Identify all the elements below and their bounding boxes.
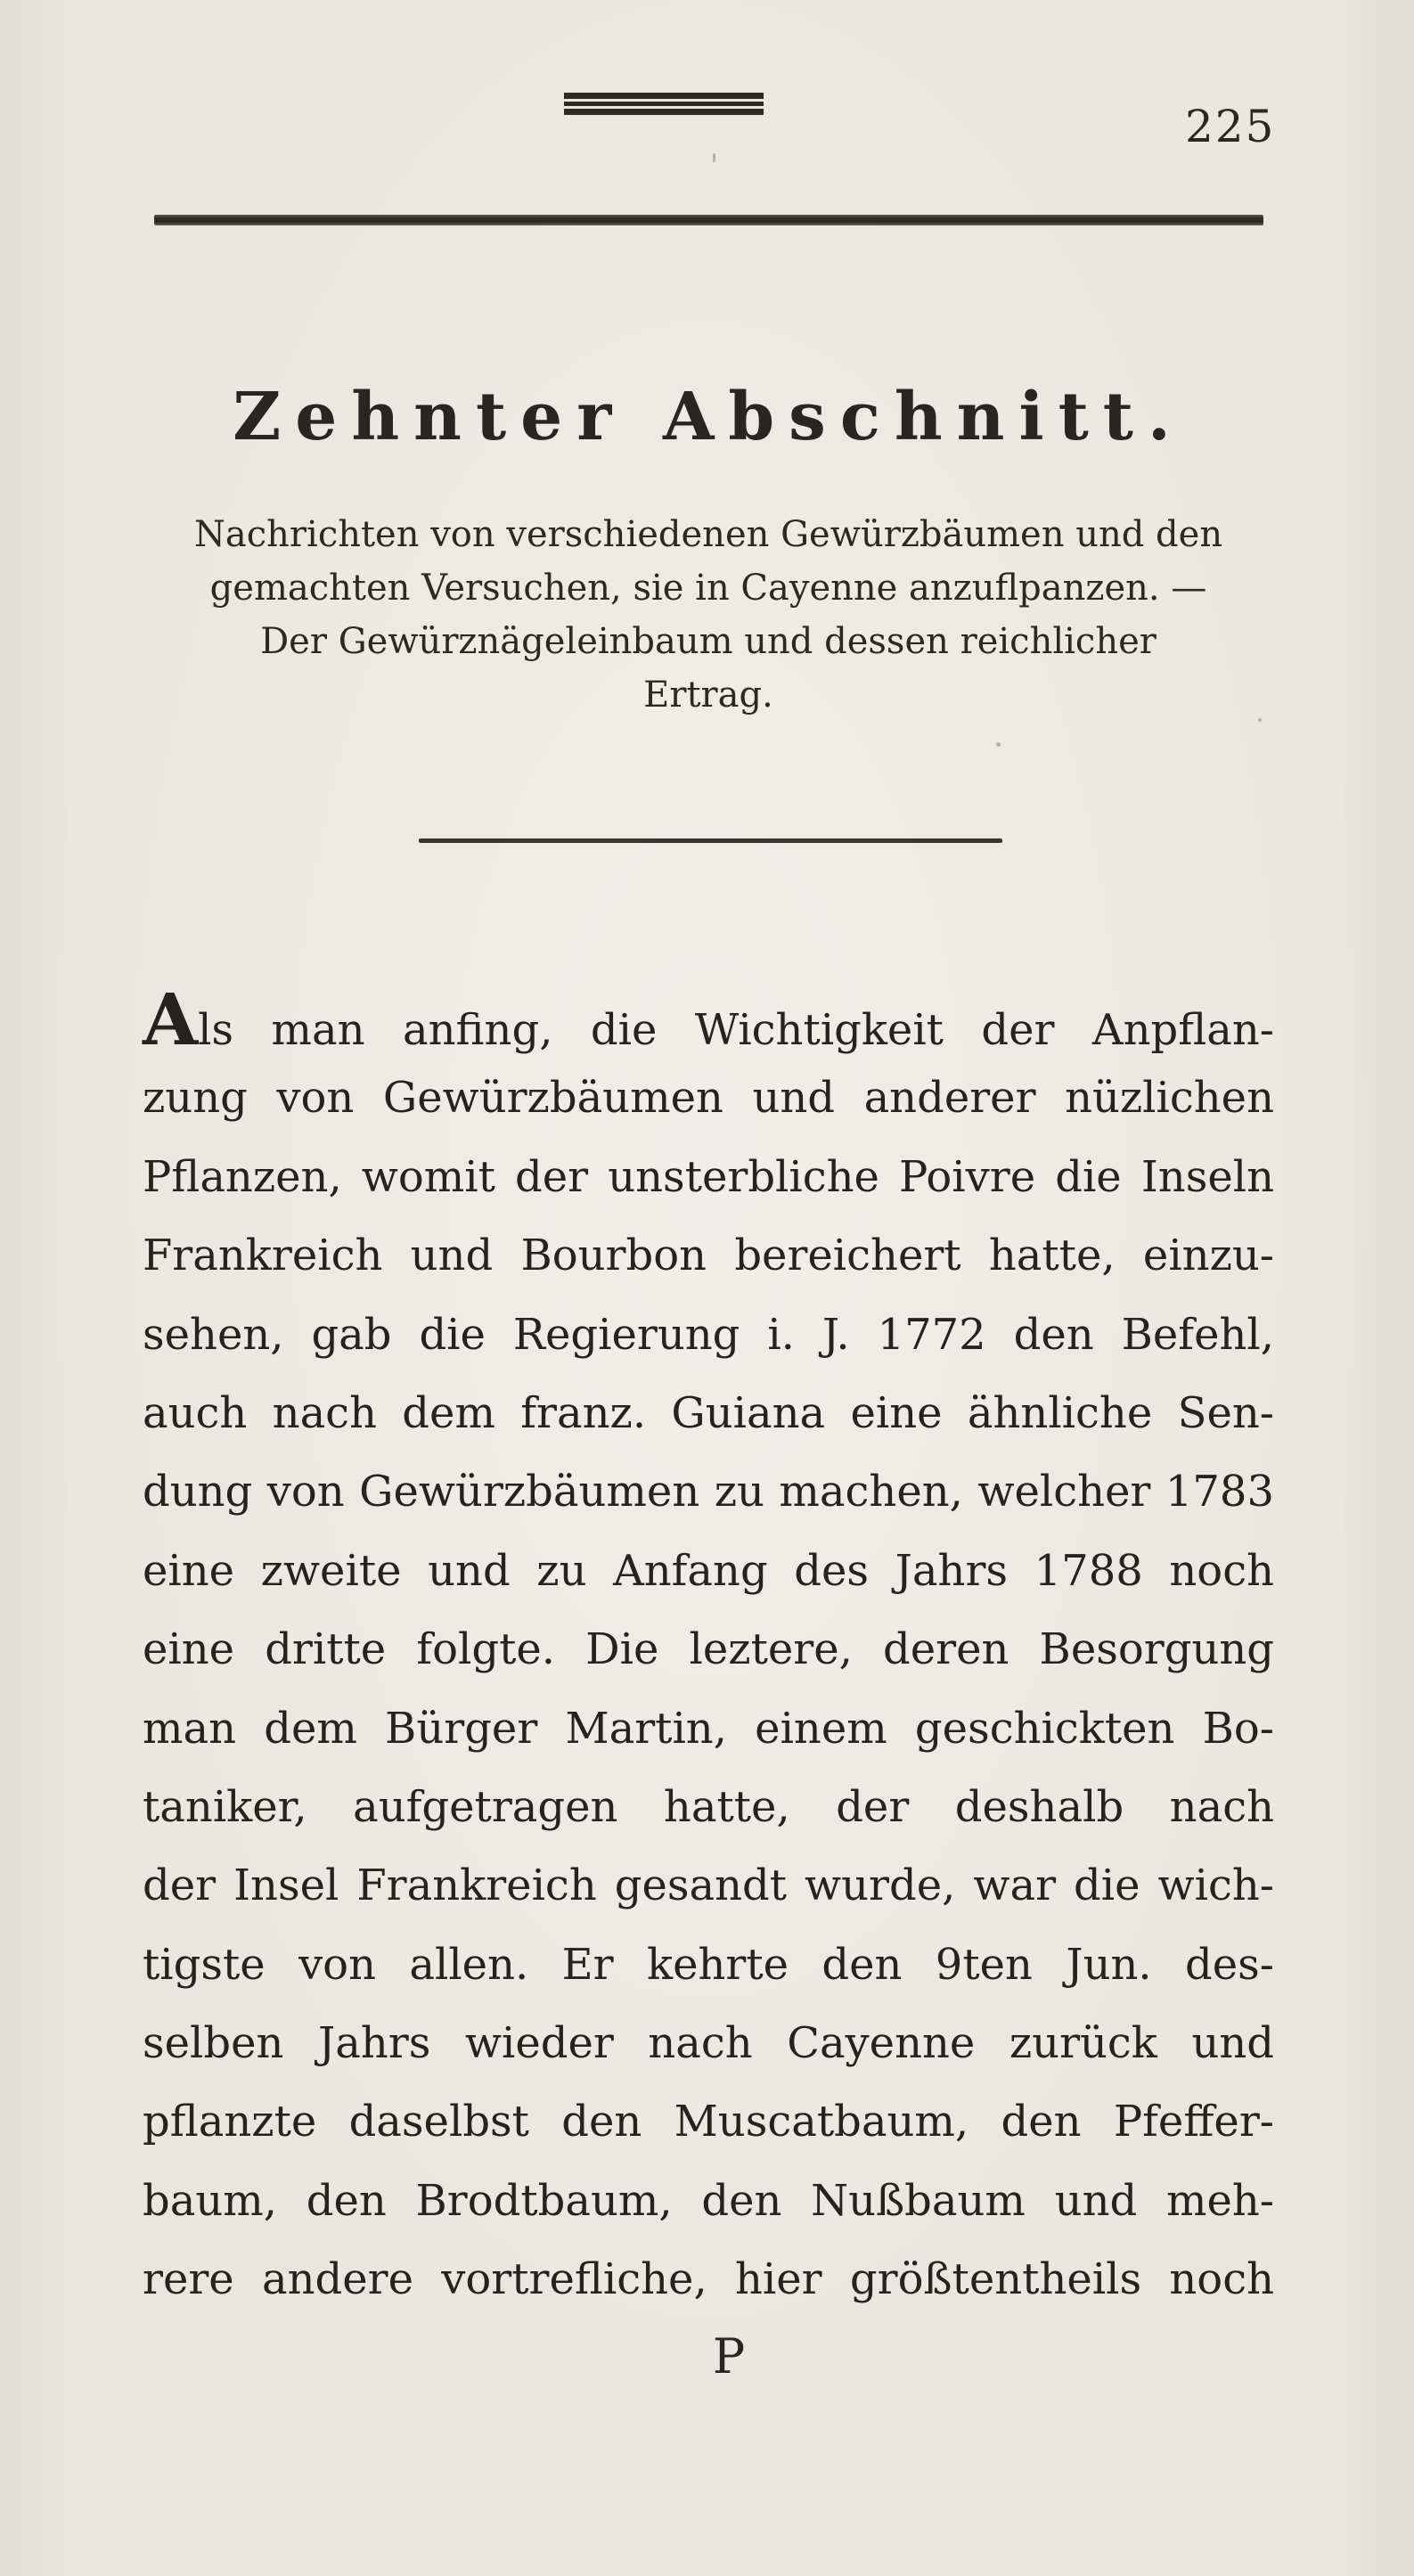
header-ornament — [564, 93, 764, 116]
body-line: Frankreich und Bourbon bereichert hatte, einzu- — [143, 1231, 1274, 1281]
chapter-summary — [143, 508, 1274, 722]
page-number: 225 — [1185, 101, 1276, 152]
body-line: rere andere vortrefliche, hier größtentheils noch — [143, 2254, 1274, 2305]
summary-line: gemachten Versuchen, sie in Cayenne anzuflpanzen. — — [209, 568, 1207, 609]
section-divider — [419, 838, 1002, 843]
signature-mark: P — [712, 2328, 746, 2384]
body-line: zung von Gewürzbäumen und anderer nüzlichen — [143, 1073, 1274, 1124]
chapter-title: Zehnter Abschnitt. — [233, 379, 1185, 455]
body-line: der Insel Frankreich gesandt wurde, war die wich- — [143, 1860, 1274, 1911]
body-line: man dem Bürger Martin, einem geschickten Bo- — [143, 1703, 1274, 1754]
body-line: eine dritte folgte. Die leztere, deren Besorgung — [143, 1624, 1274, 1675]
body-line: auch nach dem franz. Guiana eine ähnliche Sen- — [143, 1387, 1274, 1438]
summary-line: Nachrichten von verschiedenen Gewürzbäumen und den — [193, 514, 1223, 555]
body-line: baum, den Brodtbaum, den Nußbaum und meh- — [143, 2175, 1274, 2226]
body-line: eine zweite und zu Anfang des Jahrs 1788 noch — [143, 1545, 1274, 1596]
paper-speck — [1258, 718, 1262, 722]
header-rule — [154, 215, 1263, 225]
body-text — [143, 977, 1274, 2319]
paper-speck — [996, 742, 1001, 747]
body-line: Pflanzen, womit der unsterbliche Poivre die Inseln — [143, 1151, 1274, 1202]
body-line: Als man anfing, die Wichtigkeit der Anpflan- — [143, 977, 1274, 1061]
body-line: dung von Gewürzbäumen zu machen, welcher 1783 — [143, 1467, 1274, 1517]
body-line: tigste von allen. Er kehrte den 9ten Jun. des- — [143, 1939, 1274, 1990]
summary-line: Der Gewürznägeleinbaum und dessen reichlicher — [260, 621, 1157, 662]
body-line: taniker, aufgetragen hatte, der deshalb nach — [143, 1781, 1274, 1832]
body-line: sehen, gab die Regierung i. J. 1772 den Befehl, — [143, 1309, 1274, 1360]
body-line: pflanzte daselbst den Muscatbaum, den Pfeffer- — [143, 2097, 1274, 2147]
paper-speck — [713, 153, 715, 162]
summary-line: Ertrag. — [643, 675, 773, 716]
body-line: selben Jahrs wieder nach Cayenne zurück und — [143, 2018, 1274, 2069]
